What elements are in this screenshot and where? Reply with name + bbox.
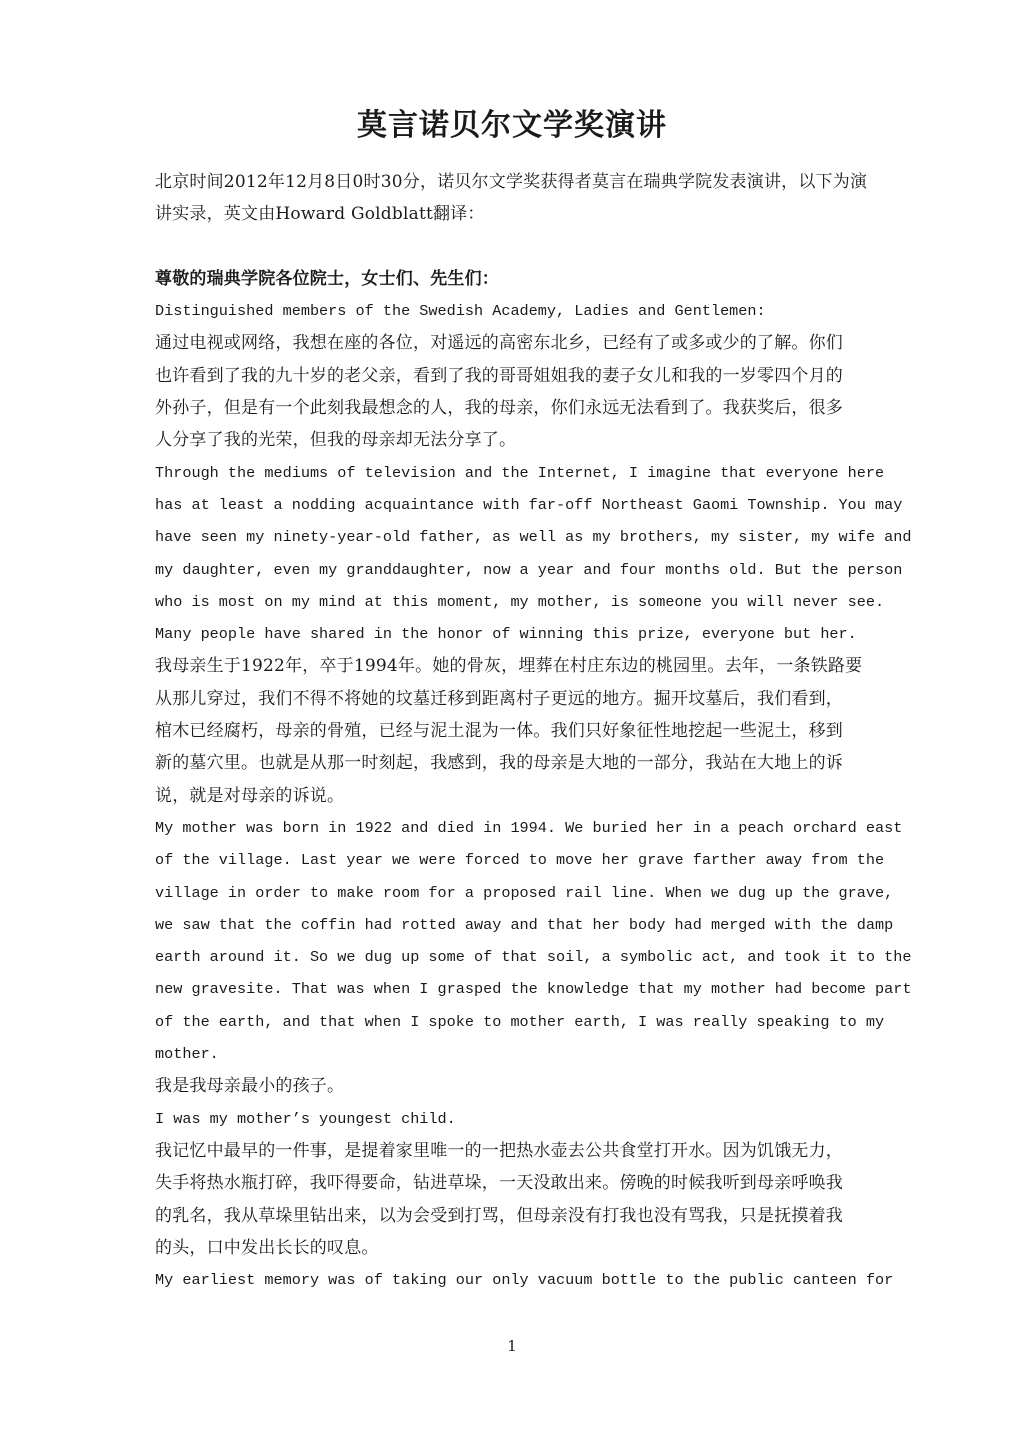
text-line: 人分享了我的光荣，但我的母亲却无法分享了。: [155, 430, 517, 451]
text-line: I was my mother’s youngest child.: [155, 1109, 456, 1128]
paragraph-english: [155, 812, 915, 1070]
text-line: of the earth, and that when I spoke to mother earth, I was really speaking to my: [155, 1012, 885, 1031]
greeting-english: Distinguished members of the Swedish Academy, Ladies and Gentlemen:: [155, 302, 766, 321]
document-title: 莫言诺贝尔文学奖演讲: [357, 108, 667, 143]
text-line: 失手将热水瓶打碎，我吓得要命，钻进草垛，一天没敢出来。傍晚的时候我听到母亲呼唤我: [155, 1173, 843, 1194]
text-line: 棺木已经腐朽，母亲的骨殖，已经与泥土混为一体。我们只好象征性地挖起一些泥土，移到: [155, 721, 843, 742]
text-line: of the village. Last year we were forced to move her grave farther away from the: [155, 851, 885, 870]
text-line: have seen my ninety-year-old father, as well as my brothers, my sister, my wife and: [155, 528, 912, 547]
text-line: 北京时间2012年12月8日0时30分，诺贝尔文学奖获得者莫言在瑞典学院发表演讲，以下为演: [155, 172, 868, 192]
text-line: mother.: [155, 1045, 219, 1064]
paragraph-chinese: [155, 1135, 915, 1264]
text-line: my daughter, even my granddaughter, now a year and four months old. But the person: [155, 560, 903, 579]
intro-paragraph: [155, 166, 915, 231]
text-line: has at least a nodding acquaintance with far-off Northeast Gaomi Township. You may: [155, 495, 903, 514]
text-line: 说，就是对母亲的诉说。: [155, 785, 345, 806]
text-line: 新的墓穴里。也就是从那一时刻起，我感到，我的母亲是大地的一部分，我站在大地上的诉: [155, 753, 843, 774]
paragraph-chinese: [155, 650, 915, 811]
paragraph-chinese: [155, 1070, 915, 1102]
text-line: 我是我母亲最小的孩子。: [155, 1076, 345, 1097]
text-line: 从那儿穿过，我们不得不将她的坟墓迁移到距离村子更远的地方。掘开坟墓后，我们看到，: [155, 688, 843, 709]
text-line: who is most on my mind at this moment, my mother, is someone you will never see.: [155, 592, 885, 611]
document-body: [155, 166, 915, 1296]
text-line: 的头，口中发出长长的叹息。: [155, 1237, 379, 1258]
page-number: 1: [507, 1337, 517, 1355]
text-line: new gravesite. That was when I grasped the knowledge that my mother had become part: [155, 980, 912, 999]
text-line: 我母亲生于1922年，卒于1994年。她的骨灰，埋葬在村庄东边的桃园里。去年，一条铁路要: [155, 656, 863, 677]
text-line: 我记忆中最早的一件事，是提着家里唯一的一把热水壶去公共食堂打开水。因为饥饿无力，: [155, 1140, 843, 1161]
text-line: village in order to make room for a proposed rail line. When we dug up the grave,: [155, 883, 894, 902]
text-line: 也许看到了我的九十岁的老父亲，看到了我的哥哥姐姐我的妻子女儿和我的一岁零四个月的: [155, 365, 843, 386]
greeting-chinese: 尊敬的瑞典学院各位院士，女士们、先生们：: [155, 268, 499, 289]
text-line: My earliest memory was of taking our only vacuum bottle to the public canteen for: [155, 1271, 894, 1290]
text-line: My mother was born in 1922 and died in 1994. We buried her in a peach orchard east: [155, 818, 903, 837]
paragraph-english: [155, 1264, 915, 1296]
text-line: we saw that the coffin had rotted away and that her body had merged with the damp: [155, 915, 894, 934]
paragraph-english: [155, 457, 915, 651]
paragraph-english: [155, 1103, 915, 1135]
paragraph-chinese: [155, 327, 915, 456]
text-line: 讲实录，英文由Howard Goldblatt翻译：: [155, 204, 485, 225]
text-line: Many people have shared in the honor of winning this prize, everyone but her.: [155, 625, 857, 644]
text-line: 的乳名，我从草垛里钻出来，以为会受到打骂，但母亲没有打我也没有骂我，只是抚摸着我: [155, 1205, 843, 1226]
text-line: earth around it. So we dug up some of that soil, a symbolic act, and took it to the: [155, 948, 912, 967]
text-line: 通过电视或网络，我想在座的各位，对遥远的高密东北乡，已经有了或多或少的了解。你们: [155, 333, 843, 354]
paragraph-gap: [155, 231, 915, 263]
text-line: 外孙子，但是有一个此刻我最想念的人，我的母亲，你们永远无法看到了。我获奖后，很多: [155, 398, 843, 419]
text-line: Through the mediums of television and the Internet, I imagine that everyone here: [155, 463, 885, 482]
